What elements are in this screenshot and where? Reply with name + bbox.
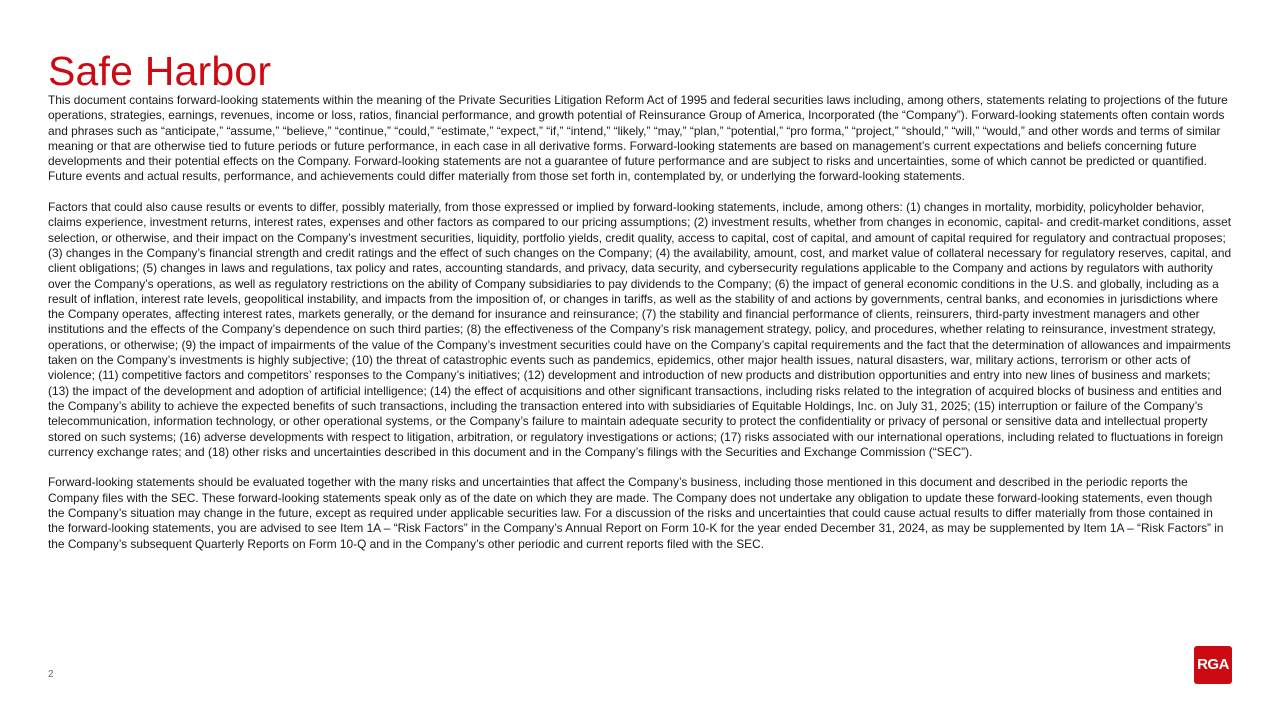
page-number: 2: [48, 669, 54, 680]
body-text: [48, 93, 1232, 567]
paragraph-intro: This document contains forward-looking statements within the meaning of the Private Securities Litigation Reform Act of 1995 and federal securities laws including, among others, statements relating to projections of the future operations, strategies, earnings, revenues, income or loss, ratios, financial performance, and growth potential of Reinsurance Group of America, Incorporated (the “Company”). Forward-looking statements often contain words and phrases such as “anticipate,” “assume,” “believe,” “continue,” “could,” “estimate,” “expect,” “if,” “intend,” “likely,” “may,” “plan,” “potential,” “pro forma,” “project,” “should,” “will,” “would,” and other words and terms of similar meaning or that are otherwise tied to future periods or future performance, in each case in all derivative forms. Forward-looking statements are based on management’s current expectations and beliefs concerning future developments and their potential effects on the Company. Forward-looking statements are not a guarantee of future performance and are subject to risks and uncertainties, some of which cannot be predicted or quantified. Future events and actual results, performance, and achievements could differ materially from those set forth in, contemplated by, or underlying the forward-looking statements.: [48, 93, 1228, 184]
rga-logo: RGA: [1194, 646, 1232, 684]
page-title: Safe Harbor: [48, 48, 272, 94]
paragraph-factors: Factors that could also cause results or events to differ, possibly materially, from those expressed or implied by forward-looking statements, include, among others: (1) changes in mortality, morbidity, policyholder behavior, claims experience, investment returns, interest rates, expenses and other factors as compared to our pricing assumptions; (2) investment results, whether from changes in economic, capital- and credit-market conditions, asset selection, or otherwise, and their impact on the Company’s investment securities, liquidity, portfolio yields, credit quality, access to capital, cost of capital, and amount of capital required for regulatory and contractual proposes; (3) changes in the Company’s financial strength and credit ratings and the effect of such changes on the Company; (4) the availability, amount, cost, and market value of collateral necessary for regulatory reserves, capital, and client obligations; (5) changes in laws and regulations, tax policy and rates, accounting standards, and privacy, data security, and cybersecurity regulations applicable to the Company and actions by regulators with authority over the Company’s operations, as well as regulatory restrictions on the ability of Company subsidiaries to pay dividends to the Company; (6) the impact of general economic conditions in the U.S. and globally, including as a result of inflation, interest rate levels, geopolitical instability, and impacts from the imposition of, or changes in tariffs, as well as the stability of and actions by governments, central banks, and economies in jurisdictions where the Company operates, affecting interest rates, markets generally, or the demand for insurance and reinsurance; (7) the stability and financial performance of clients, reinsurers, third-party investment managers and other institutions and the effects of the Company’s dependence on such third parties; (8) the effectiveness of the Company’s risk management strategy, policy, and procedures, whether relating to reinsurance, investment strategy, operations, or otherwise; (9) the impact of impairments of the value of the Company’s investment securities could have on the Company’s capital requirements and the fact that the determination of allowances and impairments taken on the Company’s investments is highly subjective; (10) the threat of catastrophic events such as pandemics, epidemics, other major health issues, natural disasters, war, military actions, terrorism or other acts of violence; (11) competitive factors and competitors’ responses to the Company’s initiatives; (12) development and introduction of new products and distribution opportunities and entry into new lines of business and markets; (13) the impact of the development and adoption of artificial intelligence; (14) the effect of acquisitions and other significant transactions, including risks related to the integration of acquired blocks of business and entities and the Company’s ability to achieve the expected benefits of such transactions, including the transaction entered into with subsidiaries of Equitable Holdings, Inc. on July 31, 2025; (15) interruption or failure of the Company’s telecommunication, information technology, or other operational systems, or the Company’s failure to maintain adequate security to protect the confidentiality or privacy of personal or sensitive data and intellectual property stored on such systems; (16) adverse developments with respect to litigation, arbitration, or regulatory investigations or actions; (17) risks associated with our international operations, including related to fluctuations in foreign currency exchange rates; and (18) other risks and uncertainties described in this document and in the Company’s filings with the Securities and Exchange Commission (“SEC”).: [48, 200, 1232, 459]
paragraph-evaluation: Forward-looking statements should be evaluated together with the many risks and uncertainties that affect the Company’s business, including those mentioned in this document and described in the periodic reports the Company files with the SEC. These forward-looking statements speak only as of the date on which they are made. The Company does not undertake any obligation to update these forward-looking statements, even though the Company’s situation may change in the future, except as required under applicable securities law. For a discussion of the risks and uncertainties that could cause actual results to differ materially from those contained in the forward-looking statements, you are advised to see Item 1A – “Risk Factors” in the Company’s Annual Report on Form 10-K for the year ended December 31, 2024, as may be supplemented by Item 1A – “Risk Factors” in the Company’s subsequent Quarterly Reports on Form 10-Q and in the Company’s other periodic and current reports filed with the SEC.: [48, 475, 1224, 551]
